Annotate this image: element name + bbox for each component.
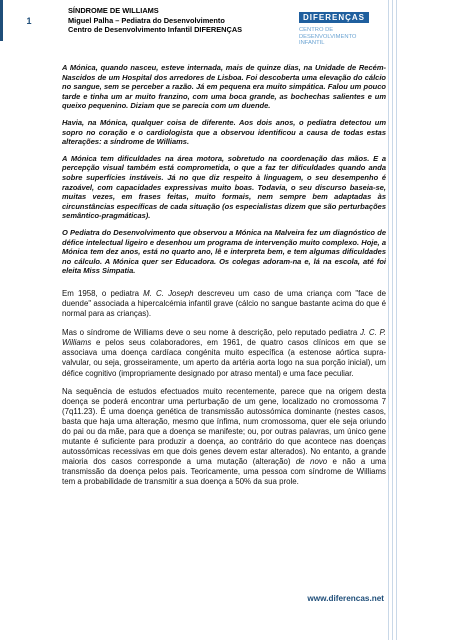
document-body: [62, 63, 386, 496]
story-paragraph: Havia, na Mónica, qualquer coisa de diferente. Aos dois anos, o pediatra detectou um sopro no coração e o cardiologista que a observou identificou a causa de todas estas alterações: a síndrome de Williams.: [62, 117, 386, 147]
header-title: SÍNDROME DE WILLIAMS: [68, 6, 159, 15]
body-paragraph: Mas o síndrome de Williams deve o seu nome à descrição, pelo reputado pediatra J. C. P. Williams e pelos seus colaboradores, em 1961, de quatro casos clínicos em que se associava uma doença cardíaca congénita muito específica (a estenose aórtica supra-valvular, ou seja, grosseiramente, um aperto da artéria aorta logo na sua porção inicial), um défice cognitivo (impropriamente designado por atraso mental) e uma face peculiar.: [62, 328, 386, 378]
logo-subtitle-line: CENTRO DE: [299, 27, 334, 33]
logo-subtitle-line: INFANTIL: [299, 40, 325, 47]
body-paragraph: Em 1958, o pediatra M. C. Joseph descreveu um caso de uma criança com "face de duende" associada a hipercalcémia infantil grave (cálcio no sangue bastante acima do que é normal para as crianças).: [62, 288, 386, 319]
logo-subtitle-line: DESENVOLVIMENTO: [299, 33, 357, 40]
logo-wordmark: DIFERENÇAS: [299, 12, 369, 23]
story-paragraph: A Mónica, quando nasceu, esteve internada, mais de quinze dias, na Unidade de Recém-Nascidos de um Hospital dos arredores de Lisboa. Foi descoberta uma elevação do cálcio no sangue, sem se perceber a razão. Já em pequena era muito simpática. Falou um pouco tarde e tinha um ar muito franzino, com uma boca grande, as bochechas salientes e um queixo pequenino. Diziam que se parecia com um duende.: [62, 63, 386, 111]
story-paragraph: A Mónica tem dificuldades na área motora, sobretudo na coordenação das mãos. E a percepção visual também está comprometida, o que a faz ter dificuldades quando anda sobre superfícies instáveis. Já no que diz respeito à linguagem, o seu desempenho é razoável, com capacidades expressivas muito boas. Todavia, o seu discurso baseia-se, muitas vezes, em frases feitas, muito formais, nem sempre bem adaptadas às circunstâncias específicas de cada situação (os especialistas dizem que são perturbações semântico-pragmáticas).: [62, 153, 386, 221]
footer-website-link[interactable]: www.diferencas.net: [307, 594, 384, 603]
story-paragraph: O Pediatra do Desenvolvimento que observou a Mónica na Malveira fez um diagnóstico de défice intelectual ligeiro e desenhou um programa de intervenção muito complexo. Hoje, a Mónica tem dez anos, está no quarto ano, lê e interpreta bem, e tem algumas dificuldades no cálculo. A Mónica quer ser Educadora. Os colegas adoram-na e, lá na escola, até foi eleita Miss Simpatia.: [62, 227, 386, 276]
page-number: 1: [26, 15, 32, 26]
diferencas-logo: [298, 7, 372, 47]
body-paragraph: Na sequência de estudos efectuados muito recentemente, parece que na origem desta doença se poderá encontrar uma perturbação de um gene, localizado no cromossoma 7 (7q11.23). É uma doença genética de transmissão autossómica dominante (nestes casos, basta que haja uma alteração, mesmo que ínfima, num cromossoma, quer ele seja oriundo do pai ou da mãe, para que a doença se manifeste; ou, por outras palavras, um único gene mutante é suficiente para produzir a doença, ao contrário do que acontece nas doenças autossómicas recessivas em que dois genes devem estar alterados). No entanto, a grande maioria dos casos corresponde a uma mutação (alteração) de novo e não a uma transmissão da doença pelos pais. Teoricamente, uma pessoa com síndrome de Williams tem a probabilidade de transmitir a sua doença a 50% da sua prole.: [62, 386, 387, 487]
logo-subtitle: [299, 27, 372, 47]
main-text: [62, 289, 386, 488]
document-header: [68, 6, 308, 35]
case-story: [62, 63, 386, 276]
header-institution: Centro de Desenvolvimento Infantil DIFERENÇAS: [68, 25, 243, 35]
author-name: M. C. Joseph: [143, 288, 194, 298]
emphasis: de novo: [295, 457, 328, 467]
right-margin-rules: [388, 0, 400, 640]
page-number-box: [3, 0, 55, 41]
header-author: Miguel Palha – Pediatra do Desenvolvimento: [68, 15, 225, 25]
author-name: J. C. P. Williams: [62, 328, 386, 348]
